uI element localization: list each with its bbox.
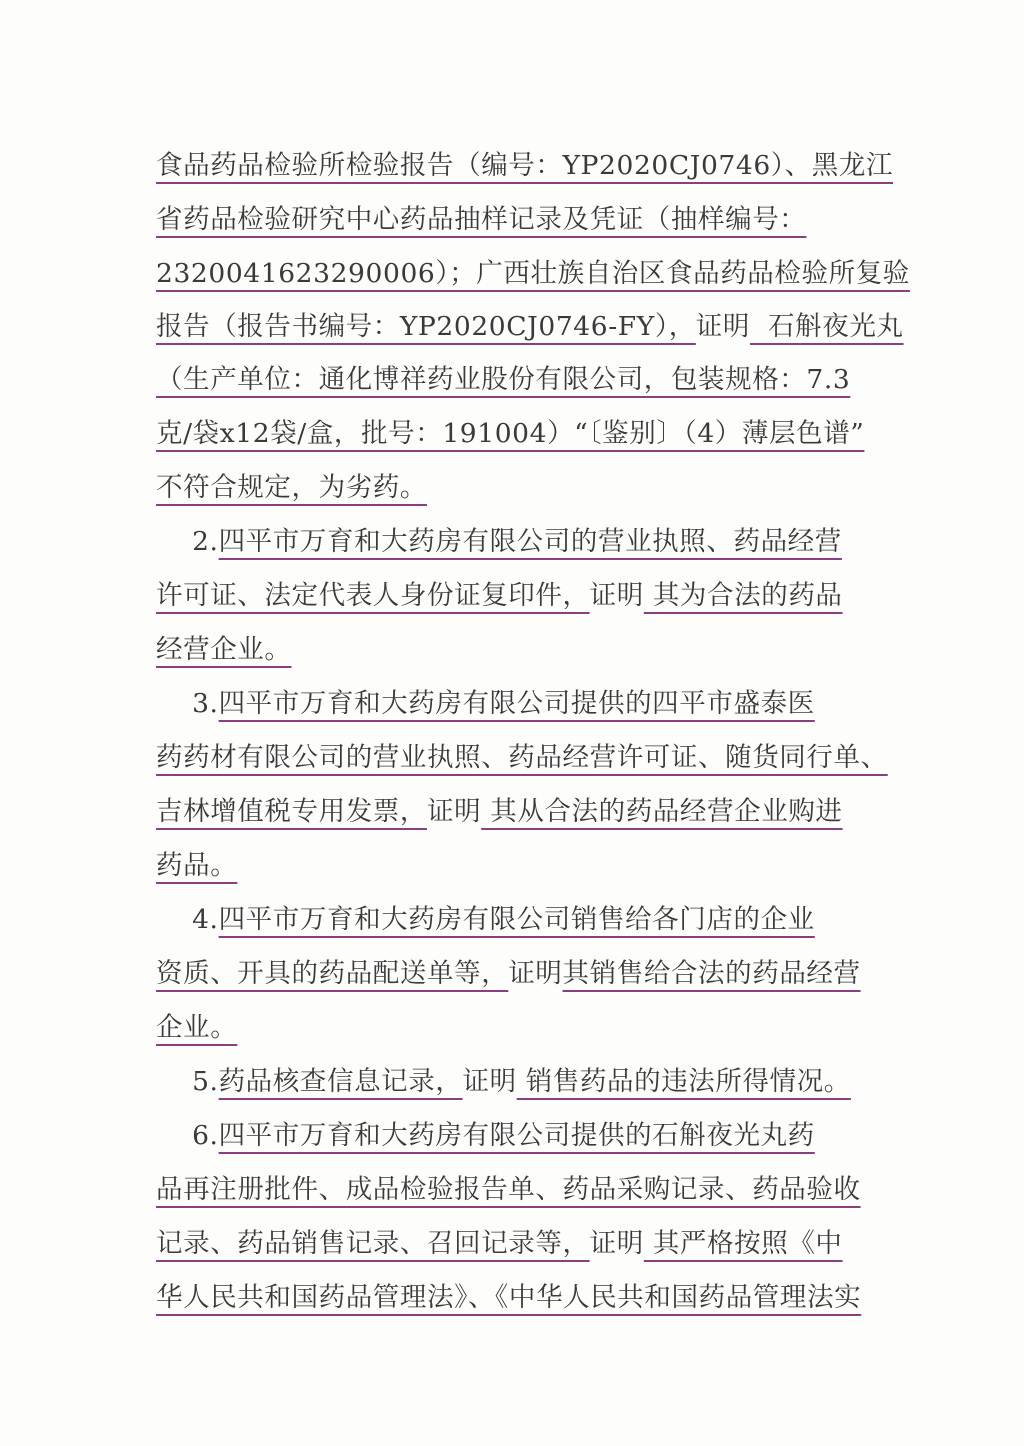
plain-text: 证明: [427, 796, 482, 827]
text-line: [156, 1170, 878, 1220]
plain-text: 6.: [156, 1120, 219, 1151]
underlined-text: 药品核查信息记录，: [218, 1066, 463, 1097]
text-line: [156, 307, 904, 357]
underlined-text: 药品。: [156, 850, 238, 881]
text-line: [156, 576, 878, 626]
text-line: [156, 1116, 878, 1166]
underlined-text: （生产单位：通化博祥药业股份有限公司，包装规格：7.3: [156, 364, 851, 395]
text-line: [156, 684, 878, 734]
underlined-text: 华人民共和国药品管理法》、《中华人民共和国药品管理法实: [156, 1282, 862, 1313]
underlined-text: 石斛夜光丸: [750, 311, 904, 342]
underlined-text: 其从合法的药品经营企业购进: [481, 796, 843, 827]
underlined-text: 经营企业。: [156, 634, 292, 665]
underlined-text: 省药品检验研究中心药品抽样记录及凭证（抽样编号：: [156, 204, 807, 235]
plain-text: 5.: [156, 1066, 219, 1097]
text-line: [156, 846, 878, 896]
underlined-text: 克/袋x12袋/盒，批号：191004）“〔鉴别〕（4）薄层色谱”: [156, 418, 865, 449]
text-line: [156, 792, 878, 842]
underlined-text: 其为合法的药品: [643, 580, 843, 611]
text-line: [156, 1062, 878, 1112]
text-line: [156, 414, 878, 464]
underlined-text: 不符合规定，为劣药。: [156, 472, 427, 503]
text-line: [156, 146, 894, 196]
text-line: [156, 254, 910, 304]
plain-text: 证明: [508, 958, 563, 989]
plain-text: 证明: [695, 311, 750, 342]
underlined-text: 品再注册批件、成品检验报告单、药品采购记录、药品验收: [156, 1174, 861, 1205]
underlined-text: 其严格按照《中: [643, 1228, 843, 1259]
text-line: [156, 738, 888, 788]
text-line: [156, 954, 878, 1004]
underlined-text: 食品药品检验所检验报告（编号：YP2020CJ0746）、黑龙江: [156, 150, 894, 181]
underlined-text: 许可证、法定代表人身份证复印件，: [156, 580, 590, 611]
text-line: [156, 360, 878, 410]
underlined-text: 四平市万育和大药房有限公司提供的石斛夜光丸药: [218, 1120, 815, 1151]
underlined-text: 其销售给合法的药品经营: [562, 958, 861, 989]
underlined-text: 销售药品的违法所得情况。: [516, 1066, 851, 1097]
underlined-text: 四平市万育和大药房有限公司的营业执照、药品经营: [218, 526, 842, 557]
text-line: [156, 1008, 878, 1058]
underlined-text: 企业。: [156, 1012, 238, 1043]
underlined-text: 记录、药品销售记录、召回记录等，: [156, 1228, 590, 1259]
text-line: [156, 630, 878, 680]
underlined-text: 2320041623290006）；广西壮族自治区食品药品检验所复验: [156, 258, 910, 289]
text-line: [156, 468, 878, 518]
underlined-text: 四平市万育和大药房有限公司销售给各门店的企业: [218, 904, 815, 935]
underlined-text: 吉林增值税专用发票，: [156, 796, 427, 827]
text-line: [156, 1224, 878, 1274]
plain-text: 证明: [589, 1228, 644, 1259]
text-line: [156, 1278, 878, 1328]
plain-text: 2.: [156, 526, 219, 557]
text-line: [156, 200, 878, 250]
plain-text: 证明: [462, 1066, 517, 1097]
underlined-text: 药药材有限公司的营业执照、药品经营许可证、随货同行单、: [156, 742, 888, 773]
underlined-text: 四平市万育和大药房有限公司提供的四平市盛泰医: [218, 688, 815, 719]
plain-text: 证明: [589, 580, 644, 611]
text-line: [156, 522, 878, 572]
underlined-text: 报告（报告书编号：YP2020CJ0746-FY），: [156, 311, 696, 342]
text-line: [156, 900, 878, 950]
plain-text: 3.: [156, 688, 219, 719]
plain-text: 4.: [156, 904, 219, 935]
underlined-text: 资质、开具的药品配送单等，: [156, 958, 509, 989]
